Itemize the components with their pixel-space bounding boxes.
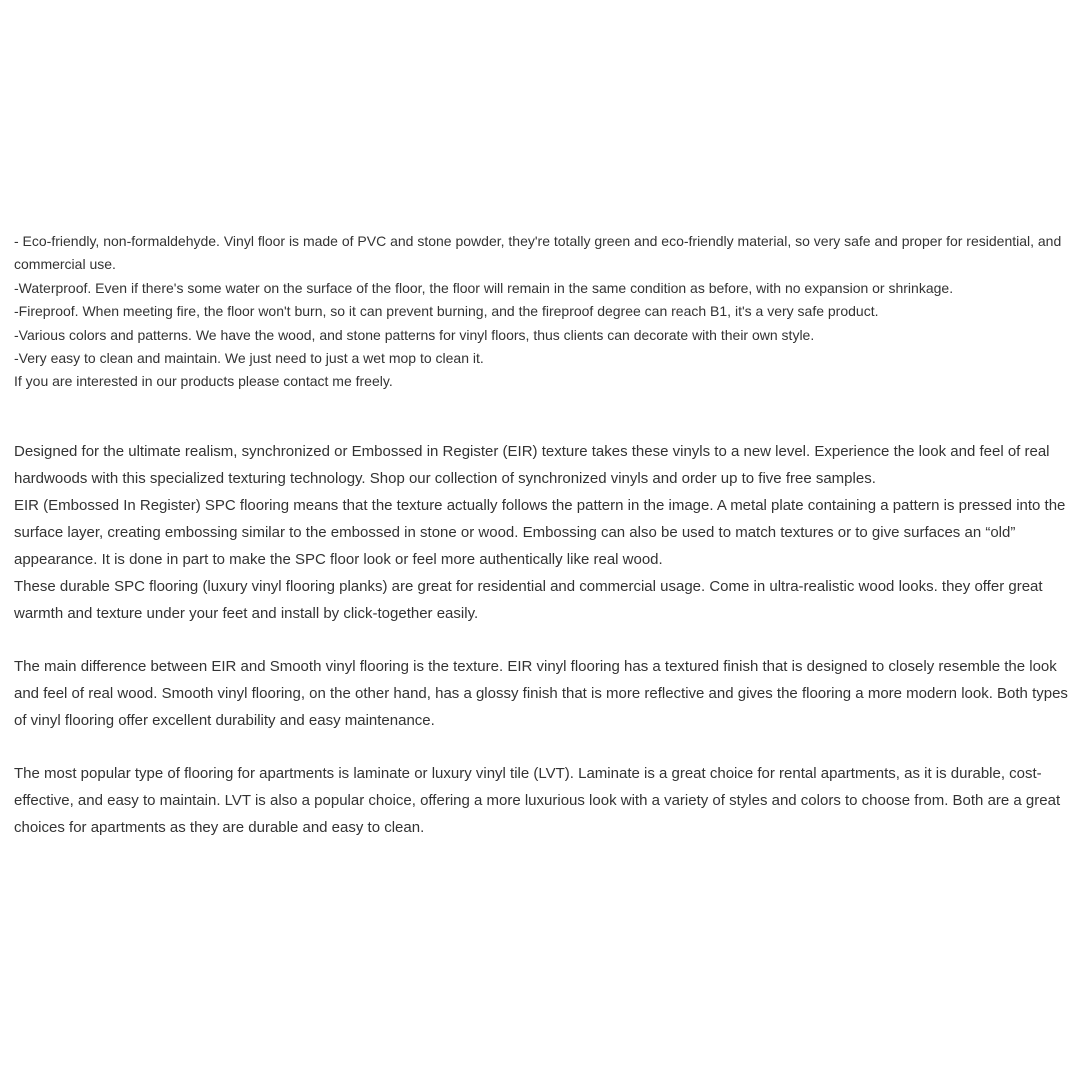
eir-vs-smooth-paragraph: The main difference between EIR and Smooth vinyl flooring is the texture. EIR vinyl flooring has a textured finish that is designed to closely resemble the look and feel of real wood. Smooth vinyl flooring, on the other hand, has a glossy finish that is more reflective and gives the flooring a more modern look. Both types of vinyl flooring offer excellent durability and easy maintenance.: [14, 658, 1068, 729]
feature-list: [14, 230, 1068, 394]
eir-definition-paragraph: EIR (Embossed In Register) SPC flooring means that the texture actually follows the pattern in the image. A metal plate containing a pattern is pressed into the surface layer, creating embossing similar to the embossed in stone or wood. Embossing can also be used to match textures or to give surfaces an “old” appearance. It is done in part to make the SPC floor look or feel more authentically like real wood.: [14, 497, 1066, 568]
feature-fireproof: -Fireproof. When meeting fire, the floor won't burn, so it can prevent burning, and the fireproof degree can reach B1, it's a very safe product.: [14, 303, 879, 320]
contact-note: If you are interested in our products please contact me freely.: [14, 373, 393, 390]
feature-waterproof: -Waterproof. Even if there's some water on the surface of the floor, the floor will remain in the same condition as before, with no expansion or shrinkage.: [14, 279, 954, 296]
spc-durability-paragraph: These durable SPC flooring (luxury vinyl flooring planks) are great for residential and commercial usage. Come in ultra-realistic wood looks. they offer great warmth and texture under your feet and install by click-together easily.: [14, 578, 1043, 622]
eir-intro-paragraph: Designed for the ultimate realism, synchronized or Embossed in Register (EIR) texture takes these vinyls to a new level. Experience the look and feel of real hardwoods with this specialized texturing technology. Shop our collection of synchronized vinyls and order up to five free samples.: [14, 443, 1050, 487]
feature-easy-clean: -Very easy to clean and maintain. We just need to just a wet mop to clean it.: [14, 350, 484, 367]
product-description: [14, 0, 1068, 1080]
feature-eco-friendly: - Eco-friendly, non-formaldehyde. Vinyl floor is made of PVC and stone powder, they're totally green and eco-friendly material, so very safe and proper for residential, and commercial use.: [14, 233, 1062, 273]
feature-colors-patterns: -Various colors and patterns. We have the wood, and stone patterns for vinyl floors, thus clients can decorate with their own style.: [14, 326, 815, 343]
eir-section: [14, 438, 1068, 627]
apartments-section: [14, 760, 1068, 841]
difference-section: [14, 653, 1068, 734]
apartment-flooring-paragraph: The most popular type of flooring for apartments is laminate or luxury vinyl tile (LVT). Laminate is a great choice for rental apartments, as it is durable, cost-effective, and easy to maintain. LVT is also a popular choice, offering a more luxurious look with a variety of styles and colors to choose from. Both are a great choices for apartments as they are durable and easy to clean.: [14, 765, 1061, 836]
